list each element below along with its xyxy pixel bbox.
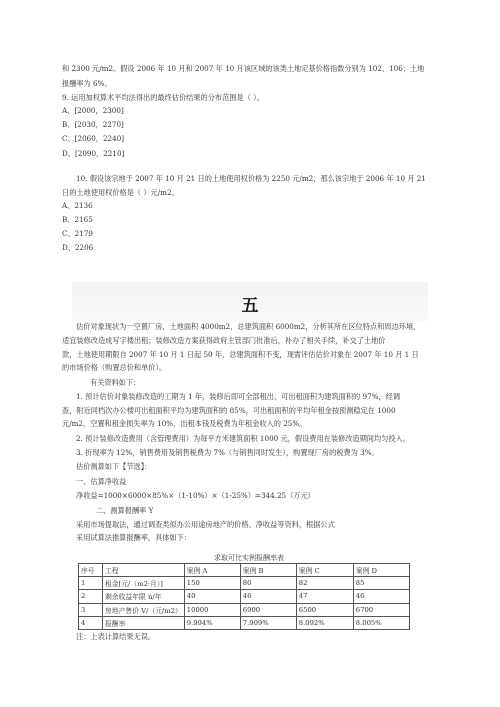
- question9-option-d: D、[2090，2210]: [62, 149, 125, 158]
- case-line-1: 估价对象现状为一空置厂房，土地面积 4000m2，总建筑面积 6000m2，分析其所在区位特点和周边环境，: [76, 322, 421, 331]
- question10-stem-line-1: 10. 假设该宗地于 2007 年 10 月 21 日的土地使用权价格为 2250 元/m2，那么该宗地于 2006 年 10 月 21: [76, 174, 426, 183]
- table-cell: 9.994%: [184, 616, 240, 629]
- table-cell: 150: [184, 577, 240, 590]
- table-cell: 8.092%: [296, 616, 353, 629]
- table-cell: 80: [240, 577, 296, 590]
- case-line-2: 适宜装修改造成写字楼出租；装修改造方案获得政府主管部门批准后，补办了相关手续，补交了土地价: [62, 336, 386, 345]
- return-rate-table: [78, 563, 410, 630]
- question10-option-b: B、2165: [62, 215, 93, 224]
- question9-option-b: B、[2030，2270]: [62, 120, 124, 129]
- table-cell: 6700: [353, 603, 409, 616]
- table-note: 注：上表计算结果无误。: [76, 632, 156, 641]
- case-line-6: 1. 预计估价对象装修改造的工期为 1 年，装修后即可全部租出，可出租面积为建筑面积的 97%，经调: [76, 392, 401, 401]
- case-line-11: 估价测算如下【节选】：: [76, 462, 152, 471]
- table-cell: 7.909%: [240, 616, 296, 629]
- question9-stem: 9. 运用加权算术平均法得出的最终估价结果的分布范围是（ ）。: [62, 93, 264, 102]
- table-cell: 46: [240, 590, 296, 603]
- table-cell: 3: [79, 603, 103, 616]
- question10-stem-line-2: 日的土地使用权价格是（ ）元/m2。: [62, 188, 179, 197]
- table-header-row: [79, 564, 410, 577]
- question10-option-c: C、2179: [62, 229, 93, 238]
- case-line-14: 二、测算报酬率 Y: [96, 506, 154, 515]
- table-header-cell: 案例 D: [353, 564, 409, 577]
- case-line-8: 元/m2，空置和租金损失率为 10%，出租本钱及税费为年租金收入的 25%。: [62, 419, 307, 428]
- question10-option-d: D、2206: [62, 243, 94, 252]
- table-row: [79, 590, 410, 603]
- case-line-9: 2. 预计装修改造费用（含管理费用）为每平方米建筑面积 1000 元，假设费用在装修改造期间均匀投入。: [76, 434, 410, 443]
- intro-line-2: 报酬率为 6%。: [62, 79, 112, 88]
- question9-option-a: A、[2000，2300]: [62, 106, 124, 115]
- table-cell: 40: [184, 590, 240, 603]
- table-cell: 4: [79, 616, 103, 629]
- case-line-10: 3. 折现率为 12%，销售费用及销售税费为 7%（与销售同时发生），购置现厂房的税费为 3%。: [76, 448, 379, 457]
- case-line-4: 的市场价格（购置总价和单价）。: [62, 363, 167, 372]
- case-line-16: 采用试算法推算报酬率，具体如下：: [76, 533, 192, 542]
- table-header-cell: 案例 A: [184, 564, 240, 577]
- table-cell: 1: [79, 577, 103, 590]
- table-row: [79, 616, 410, 629]
- table-header-cell: 案例 C: [296, 564, 353, 577]
- question9-option-c: C、[2060，2240]: [62, 134, 125, 143]
- table-cell: 46: [353, 590, 409, 603]
- table-cell: 47: [296, 590, 353, 603]
- section-heading: 五: [241, 296, 259, 316]
- intro-line-1: 和 2300 元/m2。假设 2006 年 10 月和 2007 年 10 月该区域的该类土地定基价格指数分别为 102、106；土地: [62, 64, 425, 73]
- table-header-cell: 案例 B: [240, 564, 296, 577]
- case-line-7: 查，附近同档次办公楼可出租面积平均为建筑面积的 85%，可出租面积的平均年租金按预测稳定在 1000: [62, 406, 396, 415]
- case-line-15: 采用市场提取法，通过调查类似办公用途房地产的价格、净收益等资料，根据公式: [76, 520, 335, 529]
- table-row: [79, 577, 410, 590]
- case-line-3: 款，土地使用期限自 2007 年 10 月 1 日起 50 年，总建筑面积不变，现需评估估价对象在 2007 年 10 月 1 日: [62, 350, 419, 359]
- table-cell: 报酬率: [103, 616, 185, 629]
- question10-option-a: A、2136: [62, 201, 93, 210]
- case-line-12: 一、估算净收益: [76, 477, 127, 486]
- table-row: [79, 603, 410, 616]
- table-cell: 租金[元/（m2·月）]: [103, 577, 185, 590]
- table-title: 求取可比实例报酬率表: [214, 554, 284, 562]
- table-header-cell: 工程: [103, 564, 185, 577]
- table-cell: 6900: [240, 603, 296, 616]
- table-cell: 10000: [184, 603, 240, 616]
- case-line-13: 净收益=1000×6000×85%×（1-10%）×（1-25%）=344.25（万元）: [76, 491, 315, 500]
- table-cell: 85: [353, 577, 409, 590]
- table-cell: 6500: [296, 603, 353, 616]
- table-cell: 剩余收益年限 n/年: [103, 590, 185, 603]
- table-cell: 房地产售价 V/（元/m2）: [103, 603, 185, 616]
- case-line-5: 有关资料如下：: [90, 378, 141, 387]
- table-cell: 2: [79, 590, 103, 603]
- table-cell: 82: [296, 577, 353, 590]
- table-cell: 8.005%: [353, 616, 409, 629]
- table-header-cell: 序号: [79, 564, 103, 577]
